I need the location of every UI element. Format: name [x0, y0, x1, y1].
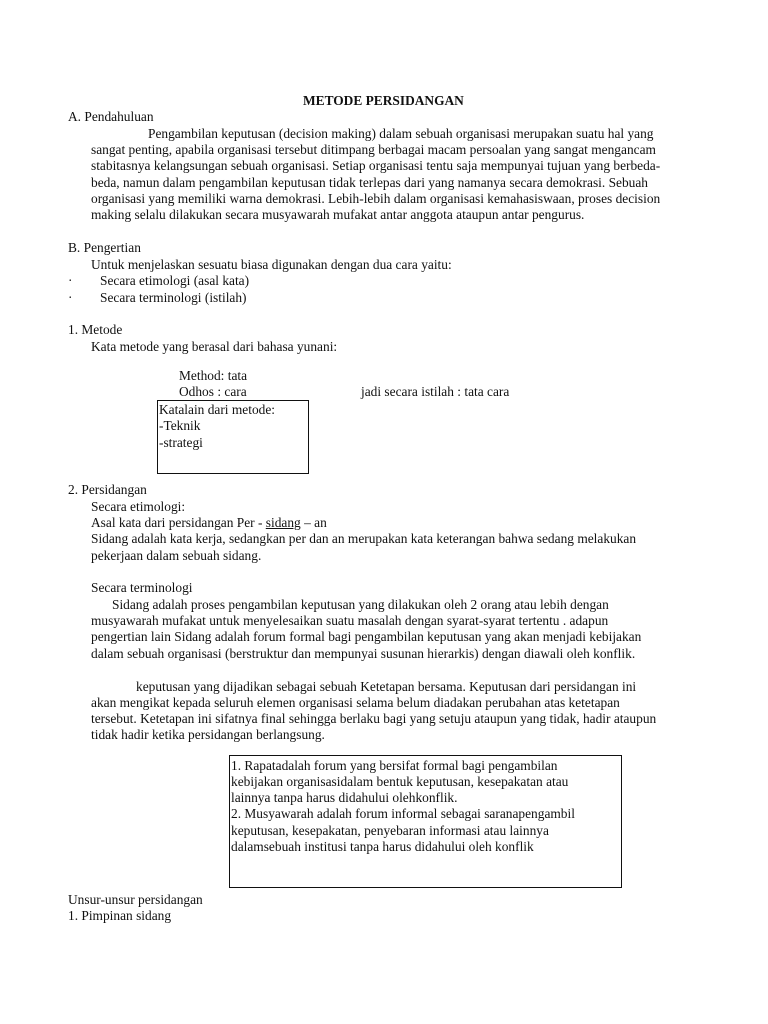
asal-prefix: Asal kata dari persidangan Per -: [91, 515, 266, 530]
section-b-intro: Untuk menjelaskan sesuatu biasa digunakan dengan dua cara yaitu:: [91, 257, 452, 272]
terminologi-label: Secara terminologi: [91, 580, 193, 595]
istilah-line: jadi secara istilah : tata cara: [361, 384, 510, 399]
section-a-line: stabitasnya kelangsungan sebuah organisasi. Setiap organisasi tentu saja mempunyai tujuan yang berbeda-: [91, 158, 661, 173]
keputusan-line: keputusan yang dijadikan sebagai sebuah Ketetapan bersama. Keputusan dari persidangan ini: [136, 679, 637, 694]
page-title: METODE PERSIDANGAN: [303, 93, 464, 108]
section-a-line: beda, namun dalam pengambilan keputusan tidak terlepas dari yang namanya secara demokrasi. Sebuah: [91, 175, 648, 190]
definition-box-line: 1. Rapatadalah forum yang bersifat formal bagi pengambilan: [231, 758, 558, 773]
definition-box-line: kebijakan organisasidalam bentuk keputusan, kesepakatan atau: [231, 774, 569, 789]
metode-box-line: -Teknik: [159, 418, 201, 433]
terminologi-line: dalam sebuah organisasi (berstruktur dan mempunyai susunan hierarkis) dengan diawali oleh konflik.: [91, 646, 636, 661]
asal-root: sidang: [265, 515, 301, 530]
section-a-line: making selalu dilakukan secara musyawarah mufakat antar anggota ataupun antar pengurus.: [91, 207, 585, 222]
keputusan-line: akan mengikat kepada seluruh elemen organisasi selama belum diadakan perubahan atas ketetapan: [91, 695, 620, 710]
terminologi-line: musyawarah mufakat untuk menyelesaikan suatu masalah dengan syarat-syarat tertentu . adapun: [91, 613, 609, 628]
definition-box-line: keputusan, kesepakatan, penyebaran informasi atau lainnya: [231, 823, 549, 838]
metode-box: [157, 400, 309, 474]
metode-box-line: Katalain dari metode:: [159, 402, 276, 417]
terminologi-line: Sidang adalah proses pengambilan keputusan yang dilakukan oleh 2 orang atau lebih dengan: [112, 597, 609, 612]
definition-box-line: 2. Musyawarah adalah forum informal sebagai saranapengambil: [231, 806, 575, 821]
sidang-line: pekerjaan dalam sebuah sidang.: [91, 548, 262, 563]
bullet-item: Secara terminologi (istilah): [100, 290, 247, 305]
persidangan-heading: 2. Persidangan: [68, 482, 147, 497]
definition-box-line: lainnya tanpa harus didahului olehkonflik.: [231, 790, 458, 805]
bullet-mark: ·: [68, 290, 73, 305]
metode-box-line: -strategi: [159, 435, 203, 450]
unsur-heading: Unsur-unsur persidangan: [68, 892, 203, 907]
section-a-line: sangat penting, apabila organisasi tersebut ditimpang berbagai macam persoalan yang sangat mengancam: [91, 142, 656, 157]
keputusan-line: tidak hadir ketika persidangan berlangsung.: [91, 727, 325, 742]
method-line: Method: tata: [179, 368, 248, 383]
asal-kata-line: [91, 515, 327, 531]
sidang-line: Sidang adalah kata kerja, sedangkan per dan an merupakan kata keterangan bahwa sedang melakukan: [91, 531, 637, 546]
terminologi-line: pengertian lain Sidang adalah forum formal bagi pengambilan keputusan yang akan menjadi kebijakan: [91, 629, 642, 644]
etimologi-label: Secara etimologi:: [91, 499, 186, 514]
odhos-line: Odhos : cara: [179, 384, 247, 399]
asal-suffix: – an: [300, 515, 327, 530]
unsur-item: 1. Pimpinan sidang: [68, 908, 172, 923]
section-b-heading: B. Pengertian: [68, 240, 141, 255]
section-a-line: organisasi yang memiliki warna demokrasi. Lebih-lebih dalam organisasi kemahasiswaan, proses decision: [91, 191, 661, 206]
section-a-heading: A. Pendahuluan: [68, 109, 154, 124]
definition-box: [229, 755, 622, 888]
section-a-line: Pengambilan keputusan (decision making) dalam sebuah organisasi merupakan suatu hal yang: [148, 126, 654, 141]
metode-heading: 1. Metode: [68, 322, 123, 337]
bullet-mark: ·: [68, 273, 73, 288]
keputusan-line: tersebut. Ketetapan ini sifatnya final sehingga berlaku bagi yang setuju ataupun yang tidak, hadir ataupun: [91, 711, 657, 726]
definition-box-line: dalamsebuah institusi tanpa harus didahului oleh konflik: [231, 839, 534, 854]
bullet-item: Secara etimologi (asal kata): [100, 273, 250, 288]
metode-intro: Kata metode yang berasal dari bahasa yunani:: [91, 339, 338, 354]
